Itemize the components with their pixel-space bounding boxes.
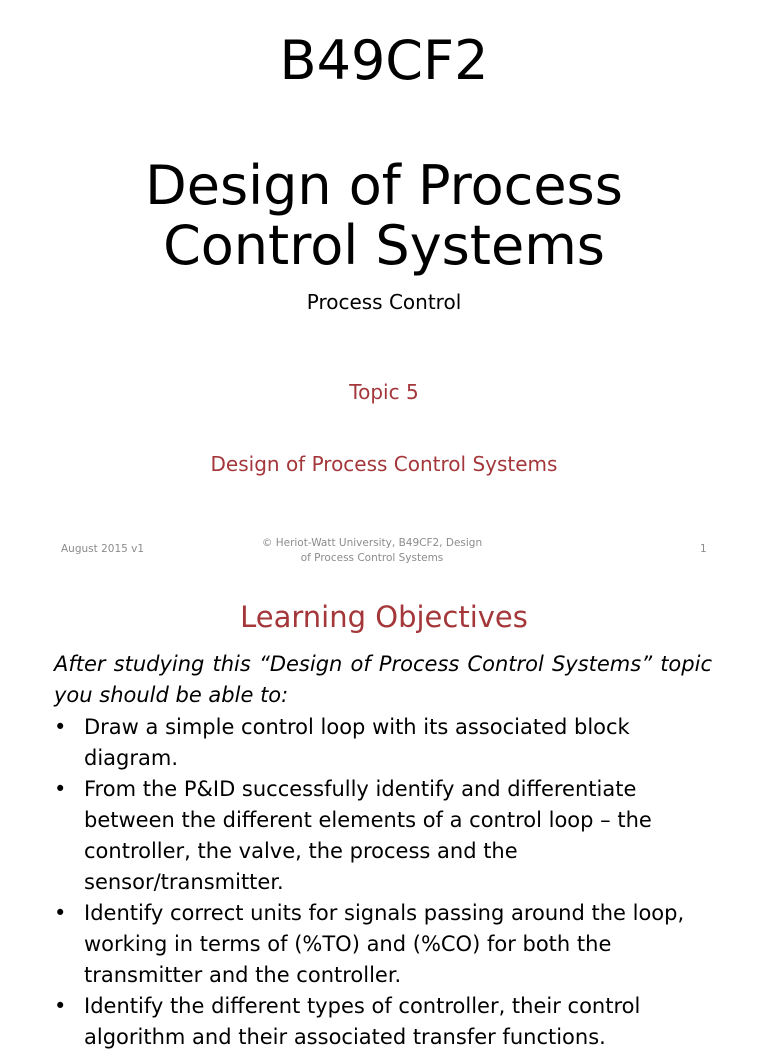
slide-main-title	[0, 156, 768, 276]
bullet-icon: •	[54, 715, 67, 739]
objective-item	[54, 991, 718, 1053]
objective-text: Draw a simple control loop with its associated block diagram.	[84, 715, 630, 770]
objective-text: From the P&ID successfully identify and differentiate between the different elements of a control loop – the controller, the valve, the process and the sensor/transmitter.	[84, 777, 652, 894]
footer-copyright	[258, 536, 486, 566]
objectives-slide	[0, 576, 768, 1049]
topic-label: Topic 5	[349, 380, 419, 404]
objective-text: Identify correct units for signals passing around the loop, working in terms of (%TO) and (%CO) for both the transmitter and the controller.	[84, 901, 685, 987]
objectives-title: Learning Objectives	[240, 600, 528, 634]
objective-item	[54, 774, 718, 898]
topic-title: Design of Process Control Systems	[210, 452, 558, 476]
footer-date: August 2015 v1	[61, 543, 145, 555]
objectives-list	[54, 712, 718, 1053]
objectives-intro: After studying this “Design of Process Control Systems” topic you should be able to:	[54, 652, 712, 707]
footer-copyright-line-1: © Heriot-Watt University, B49CF2, Design	[261, 537, 483, 549]
objective-text: Identify the different types of controller, their control algorithm and their associated transfer functions.	[84, 994, 641, 1049]
course-code: B49CF2	[279, 29, 489, 92]
bullet-icon: •	[54, 777, 67, 801]
bullet-icon: •	[54, 901, 67, 925]
objective-item	[54, 898, 718, 991]
footer-copyright-line-2: of Process Control Systems	[300, 552, 444, 564]
objective-item	[54, 712, 718, 774]
title-line-2: Control Systems	[163, 214, 605, 277]
slide-subtitle: Process Control	[306, 290, 462, 314]
footer-page-number: 1	[700, 543, 707, 555]
bullet-icon: •	[54, 994, 67, 1018]
title-line-1: Design of Process	[145, 154, 623, 217]
